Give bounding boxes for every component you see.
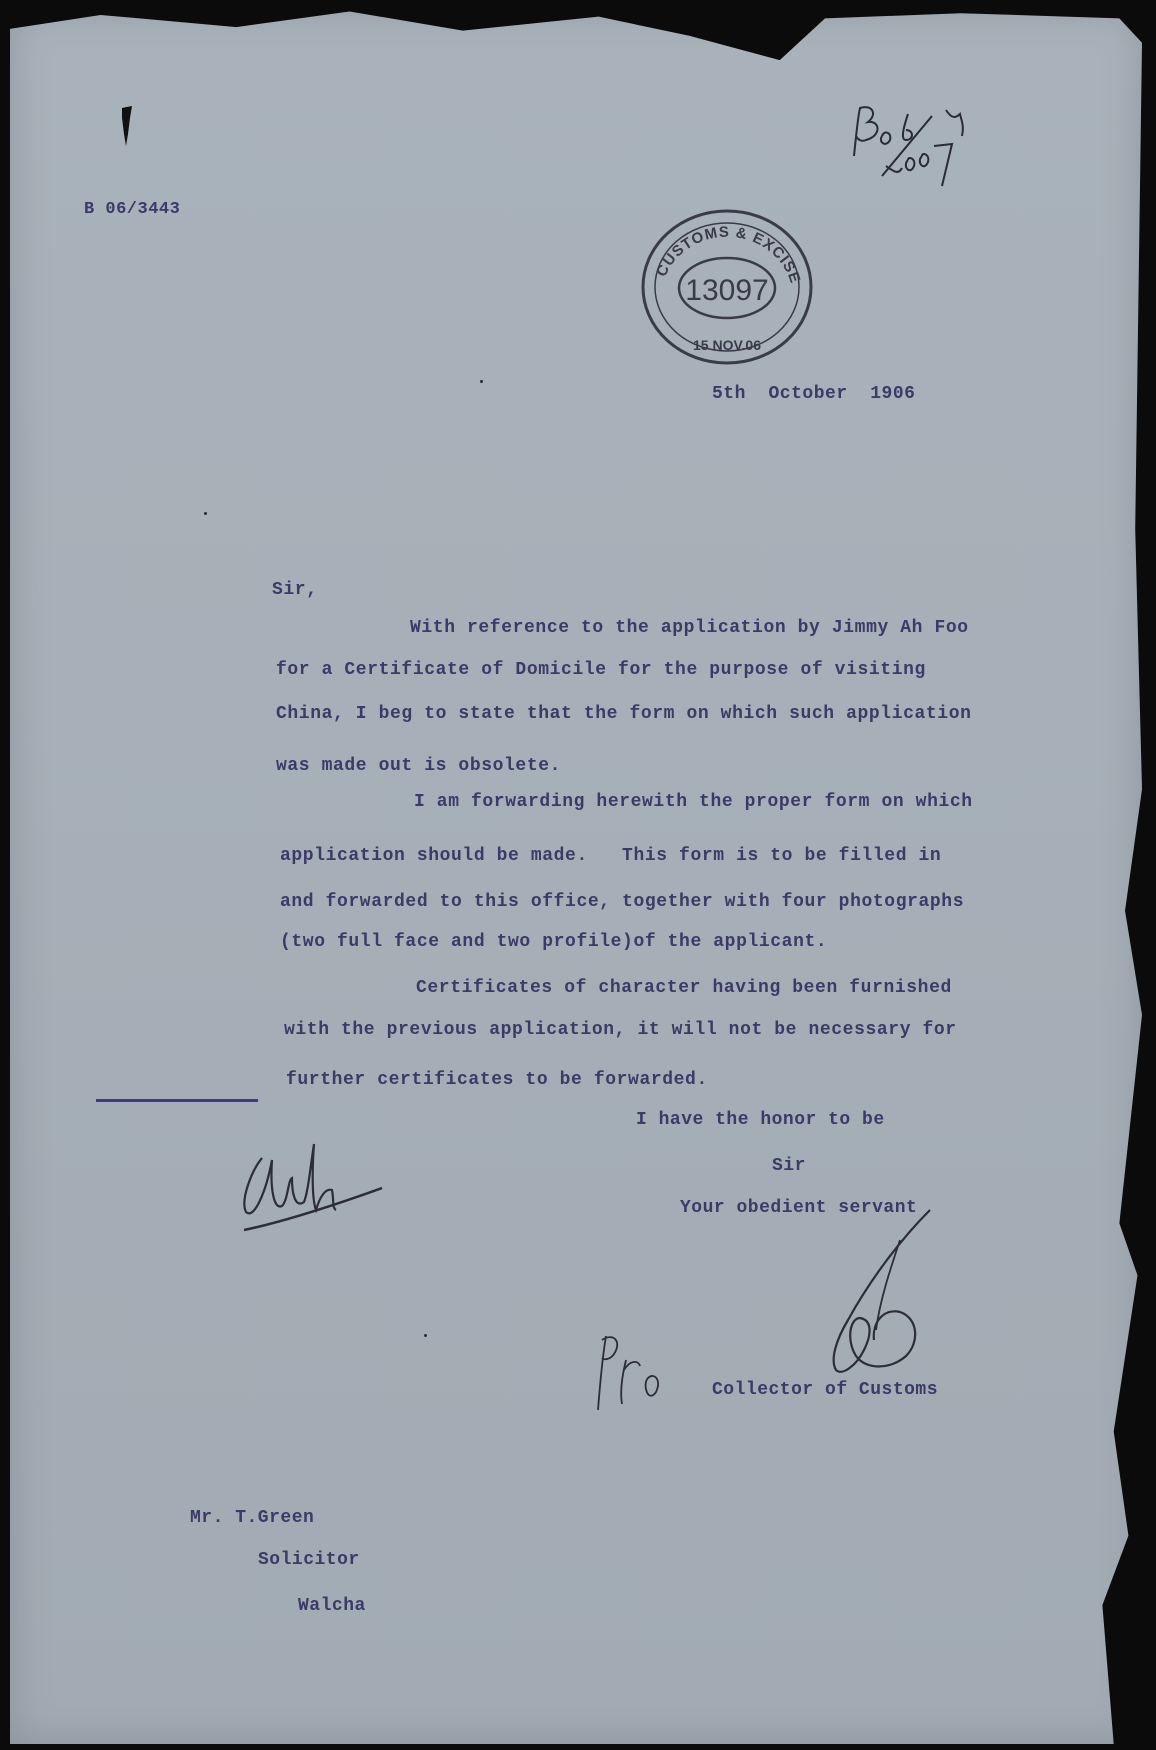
- body-line: application should be made. This form is to be filled in: [280, 846, 942, 866]
- letter-date: 5th October 1906: [712, 384, 916, 404]
- stamp-date: 15 NOV.06: [693, 337, 761, 353]
- letter-paper: [10, 8, 1142, 1744]
- closing-sir: Sir: [772, 1156, 806, 1176]
- recipient-name: Mr. T.Green: [190, 1508, 315, 1528]
- speck: [480, 380, 483, 383]
- speck: [204, 512, 207, 515]
- closing-servant: Your obedient servant: [680, 1198, 918, 1218]
- signature: [760, 1200, 940, 1390]
- recipient-place: Walcha: [298, 1596, 366, 1616]
- handwritten-reference: [842, 96, 992, 206]
- body-line: with the previous application, it will not be necessary for: [284, 1020, 957, 1040]
- recipient-role: Solicitor: [258, 1550, 360, 1570]
- handwritten-initials: [232, 1130, 392, 1240]
- salutation: Sir,: [272, 580, 318, 600]
- speck: [424, 1334, 427, 1337]
- stamp-ring-text: CUSTOMS & EXCISE: [653, 223, 804, 286]
- signature-title: Collector of Customs: [712, 1380, 939, 1400]
- stamp-number: 13097: [685, 274, 769, 307]
- body-line: Certificates of character having been furnished: [416, 978, 952, 998]
- body-line: I am forwarding herewith the proper form on which: [414, 792, 973, 812]
- body-line: was made out is obsolete.: [276, 756, 562, 776]
- body-line: and forwarded to this office, together with four photographs: [280, 892, 965, 912]
- ink-mark: [118, 104, 136, 150]
- body-line: further certificates to be forwarded.: [286, 1070, 708, 1090]
- body-line: (two full face and two profile)of the applicant.: [280, 932, 828, 952]
- margin-rule: [96, 1099, 258, 1102]
- body-line: China, I beg to state that the form on which such application: [276, 704, 972, 724]
- body-line: for a Certificate of Domicile for the purpose of visiting: [276, 660, 926, 680]
- file-reference: B 06/3443: [84, 200, 181, 219]
- body-line: With reference to the application by Jimmy Ah Foo: [410, 618, 969, 638]
- closing-line: I have the honor to be: [636, 1110, 885, 1130]
- handwritten-pro: [592, 1320, 682, 1416]
- customs-stamp: [640, 208, 814, 366]
